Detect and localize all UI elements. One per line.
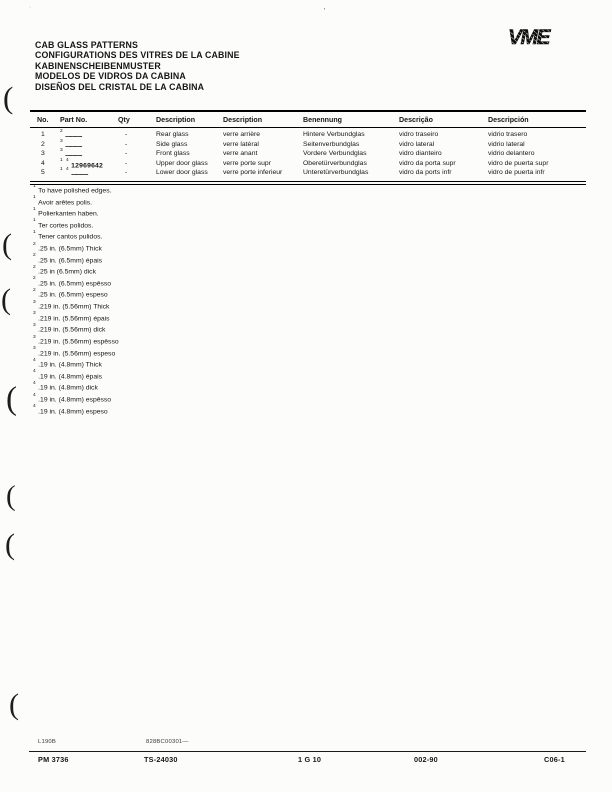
footnote: $^1$Avoir arêtes polis. <box>33 195 93 206</box>
cell-qty: - <box>125 169 128 176</box>
footer-page-number: C06-1 <box>544 755 565 764</box>
scan-artifact-speck: ' <box>324 8 326 15</box>
cell-no: 1 <box>41 131 45 138</box>
vme-logo-text: VME <box>508 26 550 49</box>
cell-qty: - <box>125 150 128 157</box>
table-row <box>30 130 586 140</box>
footnote: $^4$.19 in. (4.8mm) épais <box>33 369 103 381</box>
cell-no: 5 <box>41 169 45 176</box>
parts-table <box>30 110 586 185</box>
scan-artifact-paren <box>6 480 16 513</box>
table-row <box>30 149 586 159</box>
cell-part: $^3$---------- <box>60 138 82 150</box>
cell-descricao: vidro lateral <box>399 140 435 148</box>
cell-desc-en: Rear glass <box>156 131 189 138</box>
footnote: $^4$.19 in. (4.8mm) espeso <box>33 404 108 415</box>
col-header-desc-en: Description <box>156 116 196 124</box>
footer-form-code: 828BC00301— <box>146 739 189 745</box>
page-title-de: KABINENSCHEIBENMUSTER <box>35 60 161 71</box>
footnote: $^2$.25 in. (6.5mm) épais <box>33 253 103 264</box>
cell-part: $^{1 4}$---------- <box>60 167 88 179</box>
footnote: $^3$.219 in. (5.56mm) Thick <box>33 299 110 311</box>
footnote: $^2$.25 in. (6.5mm) espeso <box>33 288 108 299</box>
footnote: $^2$.25 in. (6.5mm) Thick <box>33 241 102 253</box>
cell-descripcion: vidro de puerta supr <box>488 159 549 167</box>
footnote: $^4$.19 in. (4.8mm) Thick <box>33 357 102 369</box>
cell-desc-en: Upper door glass <box>156 159 208 167</box>
cell-qty: - <box>125 159 128 167</box>
scan-artifact-speck: · <box>29 4 32 11</box>
scan-artifact-paren <box>6 381 17 418</box>
cell-descripcion: vidrio lateral <box>488 140 525 148</box>
footnote-ref: 3 <box>60 138 64 144</box>
col-header-desc-fr: Description <box>223 116 263 124</box>
cell-desc-en: Side glass <box>156 140 188 148</box>
footnote-ref: 3 <box>60 148 64 154</box>
page-title-en: CAB GLASS PATTERNS <box>35 40 139 50</box>
page-title-pt: MODELOS DE VIDROS DA CABINA <box>35 71 186 82</box>
cell-descripcion: vidrio trasero <box>488 131 528 138</box>
cell-part: $^3$---------- <box>60 148 82 160</box>
footnote: $^3$.219 in. (5.56mm) épais <box>33 311 110 322</box>
cell-desc-en: Front glass <box>156 150 190 157</box>
scan-artifact-paren <box>3 80 13 116</box>
footnotes-block <box>33 184 119 416</box>
table-row <box>30 159 586 169</box>
footnote: $^3$.219 in. (5.56mm) espeso <box>33 346 116 357</box>
cell-qty: - <box>125 140 128 148</box>
footnote: $^3$.219 in. (5.56mm) dick <box>33 322 106 334</box>
table-body <box>30 128 586 180</box>
footnote-ref: 2 <box>60 129 64 135</box>
footer-section: 1 G 10 <box>298 755 322 764</box>
cell-descripcion: vidro de puerta infr <box>488 169 545 176</box>
scan-artifact-paren <box>1 283 11 317</box>
table-header-row <box>30 112 586 128</box>
footer-date-code: 002-90 <box>414 755 438 764</box>
footnote: $^2$.25 in. (6.5mm) espêsso <box>33 276 112 288</box>
footnote-ref: 1 4 <box>60 167 70 173</box>
cell-qty: - <box>125 131 128 138</box>
col-header-descricao: Descrição <box>399 116 433 124</box>
cell-descricao: vidro dianteiro <box>399 150 442 157</box>
col-header-part-no: Part No. <box>60 116 88 124</box>
footnote: $^4$.19 in. (4.8mm) dick <box>33 380 98 392</box>
footer-ts-number: TS-24030 <box>144 755 178 764</box>
col-header-benennung: Benennung <box>303 116 343 124</box>
cell-descricao: vidro da porta supr <box>399 159 456 167</box>
cell-descricao: vidro da ports infr <box>399 169 452 176</box>
footer-rule <box>29 751 586 752</box>
cell-benennung: Oberetürverbundglas <box>303 159 367 167</box>
table-row <box>30 168 586 178</box>
cell-benennung: Hintere Verbundglas <box>303 131 365 138</box>
page-title-fr: CONFIGURATIONS DES VITRES DE LA CABINE <box>35 50 240 61</box>
footnote: $^1$To have polished edges. <box>33 183 112 195</box>
cell-no: 4 <box>41 159 45 167</box>
cell-descricao: vidro traseiro <box>399 131 439 138</box>
cell-benennung: Vordere Verbundglas <box>303 150 367 157</box>
cell-no: 2 <box>41 140 45 148</box>
cell-desc-fr: verre arrière <box>223 131 261 138</box>
footer-pm-number: PM 3736 <box>38 755 69 764</box>
footnote: $^2$.25 in (6.5mm) dick <box>33 264 96 276</box>
col-header-descripcion: Descripción <box>488 116 529 124</box>
cell-desc-fr: verre anant <box>223 150 258 157</box>
cell-benennung: Unteretürverbundglas <box>303 169 369 176</box>
cell-benennung: Seitenverbundglas <box>303 140 360 148</box>
col-header-no: No. <box>37 116 49 124</box>
title-block <box>35 40 240 92</box>
footnote: $^1$Polierkanten haben. <box>33 206 99 218</box>
col-header-qty: Qty <box>118 116 130 124</box>
cell-desc-en: Lower door glass <box>156 169 208 176</box>
cell-no: 3 <box>41 150 45 157</box>
footnote: $^1$Ter cortes polidos. <box>33 218 94 230</box>
footnote: $^3$.219 in. (5.56mm) espêsso <box>33 334 119 346</box>
table-row <box>30 140 586 150</box>
page-title-es: DISEÑOS DEL CRISTAL DE LA CABINA <box>35 81 205 92</box>
scan-artifact-paren <box>5 528 15 562</box>
vme-logo <box>506 24 554 50</box>
scan-artifact-paren <box>9 688 19 722</box>
part-number: 12969642 <box>71 161 104 169</box>
footnote: $^4$.19 in. (4.8mm) espêsso <box>33 392 112 404</box>
cell-part: $^2$---------- <box>60 129 82 141</box>
cell-descripcion: vidrio delantero <box>488 150 535 157</box>
cell-desc-fr: verre latéral <box>223 140 259 148</box>
footnote-ref: 1 4 <box>60 157 70 163</box>
cell-desc-fr: verre porte supr <box>223 159 271 167</box>
footer-doc-code: L190B <box>38 739 57 745</box>
scan-artifact-paren <box>2 228 12 262</box>
cell-desc-fr: verre porte inferieur <box>223 169 283 176</box>
footnote: $^1$Tener cantos pulidos. <box>33 230 103 241</box>
